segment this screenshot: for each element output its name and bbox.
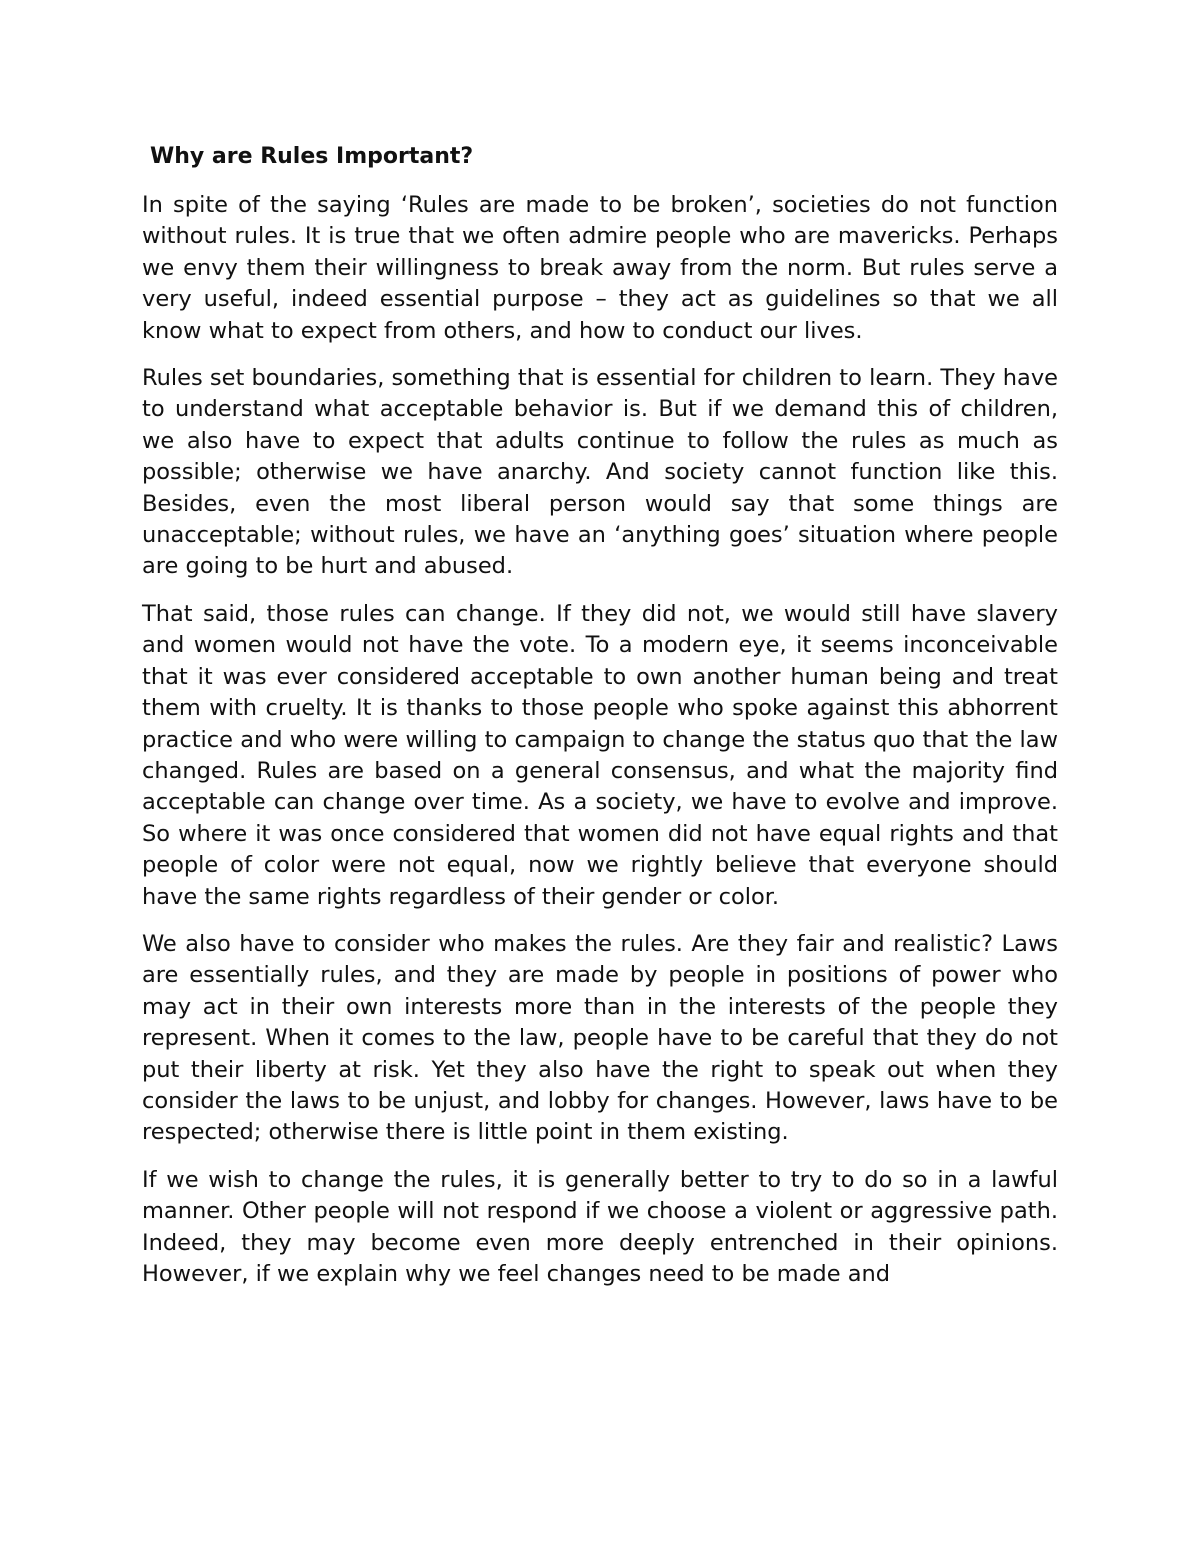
paragraph-5: If we wish to change the rules, it is generally better to try to do so in a lawful manner. Other people will not respond if we choose a violent or aggressive path. Indeed, they may become even more deeply entrenched in their opinions. However, if we explain why we feel changes need to be made and [142, 1166, 1058, 1287]
paragraph-3: That said, those rules can change. If they did not, we would still have slavery and women would not have the vote. To a modern eye, it seems inconceivable that it was ever considered acceptable to own another human being and treat them with cruelty. It is thanks to those people who spoke against this abhorrent practice and who were willing to campaign to change the status quo that the law changed. Rules are based on a general consensus, and what the majority find acceptable can change over time. As a society, we have to evolve and improve. So where it was once considered that women did not have equal rights and that people of color were not equal, now we rightly believe that everyone should have the same rights regardless of their gender or color. [142, 600, 1058, 910]
paragraph-4: We also have to consider who makes the rules. Are they fair and realistic? Laws are essentially rules, and they are made by people in positions of power who may act in their own interests more than in the interests of the people they represent. When it comes to the law, people have to be careful that they do not put their liberty at risk. Yet they also have the right to speak out when they consider the laws to be unjust, and lobby for changes. However, laws have to be respected; otherwise there is little point in them existing. [142, 930, 1058, 1146]
document-title: Why are Rules Important? [150, 144, 474, 169]
paragraph-1: In spite of the saying ‘Rules are made to be broken’, societies do not function without rules. It is true that we often admire people who are mavericks. Perhaps we envy them their willingness to break away from the norm. But rules serve a very useful, indeed essential purpose – they act as guidelines so that we all know what to expect from others, and how to conduct our lives. [142, 192, 1058, 344]
paragraph-2: Rules set boundaries, something that is essential for children to learn. They have to understand what acceptable behavior is. But if we demand this of children, we also have to expect that adults continue to follow the rules as much as possible; otherwise we have anarchy. And society cannot function like this. Besides, even the most liberal person would say that some things are unacceptable; without rules, we have an ‘anything goes’ situation where people are going to be hurt and abused. [142, 365, 1058, 580]
document-page [142, 140, 1058, 1290]
